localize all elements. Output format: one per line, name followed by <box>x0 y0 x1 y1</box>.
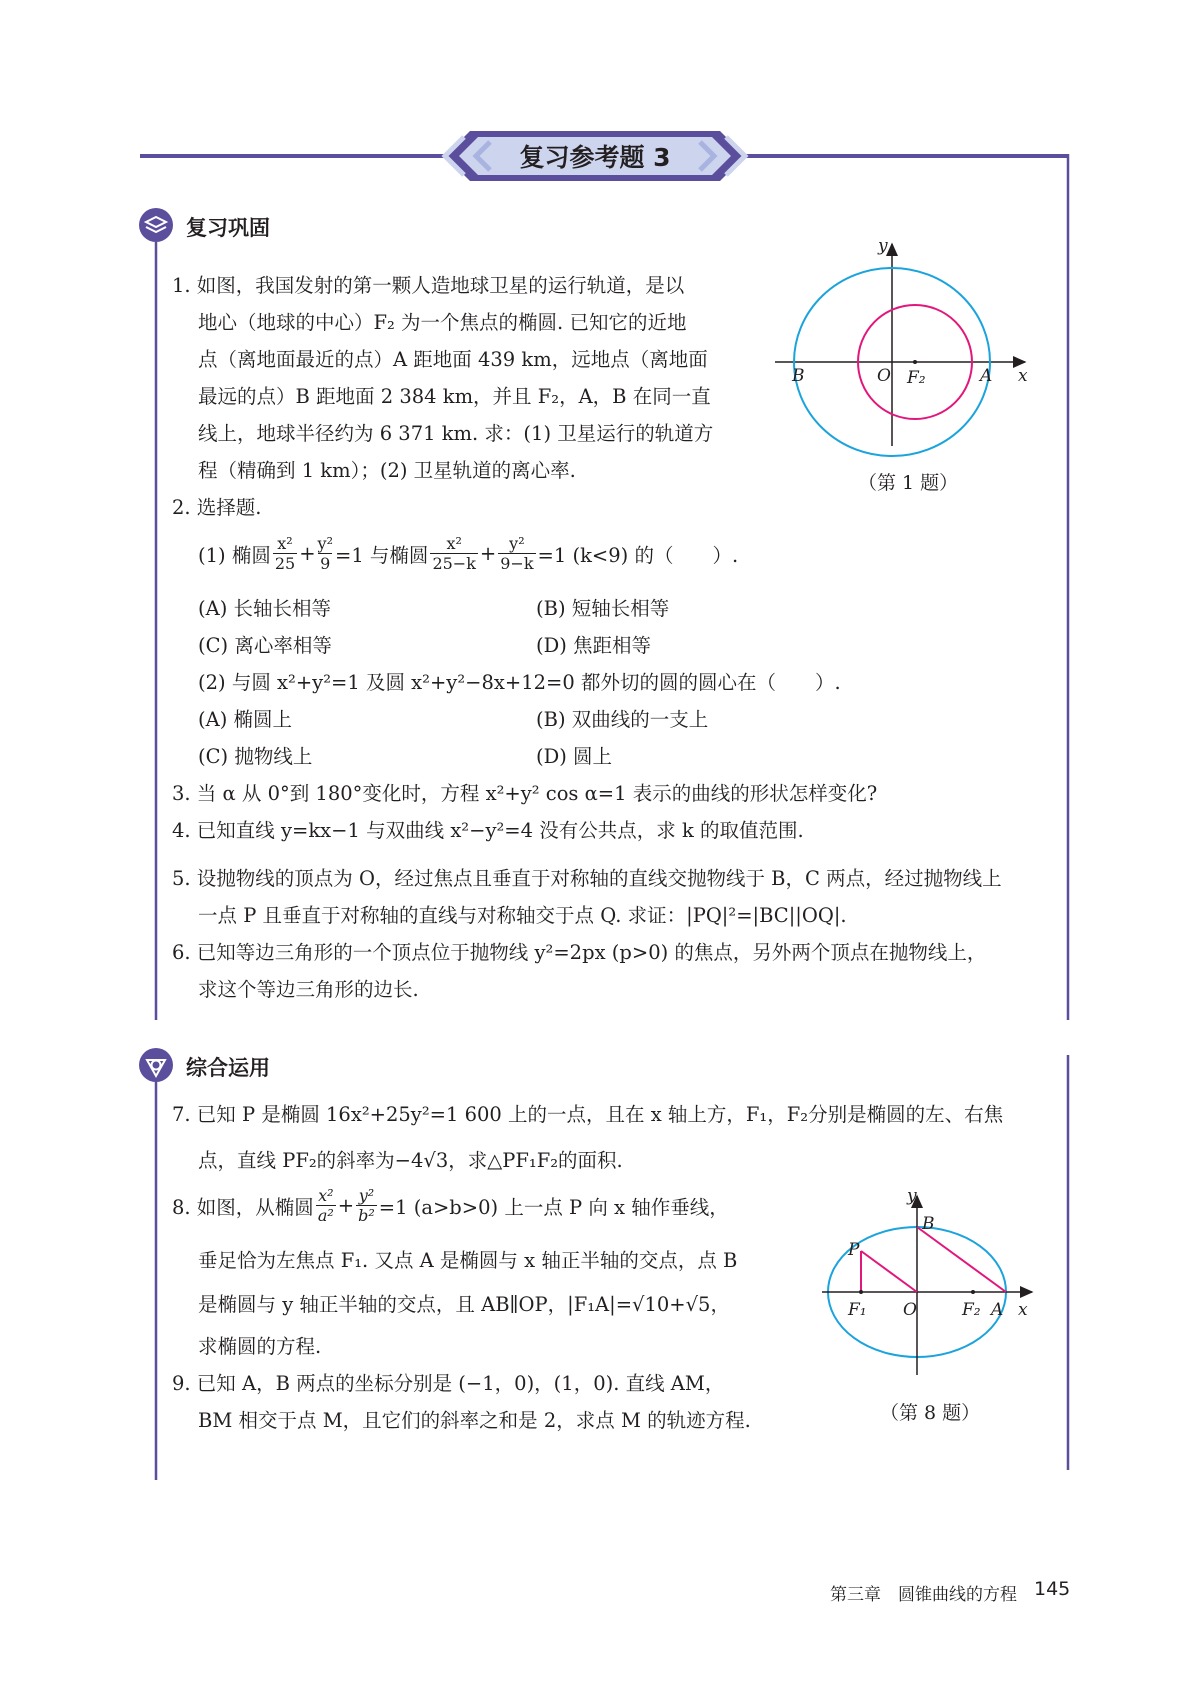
fig8-label-y: y <box>907 1186 917 1206</box>
fig8-label-a: A <box>991 1300 1004 1320</box>
fig1-label-b: B <box>792 366 805 386</box>
q8-first-line: 8. 如图，从椭圆 $\frac{\text{x²}}{\text{a²}}$ + $\frac{\text{y²}}{\text{b²}}$ =1 (a>b>0) 上一点 P 向 x 轴作垂线， <box>172 1186 729 1225</box>
denominator: a² <box>317 1206 334 1225</box>
numerator: y² <box>317 534 333 553</box>
fraction <box>316 1186 336 1225</box>
q2-p1-pre: (1) 椭圆 <box>198 543 271 567</box>
q2-option: (D) 焦距相等 <box>536 634 652 657</box>
fraction <box>356 1186 377 1225</box>
figure-1-orbit <box>770 236 1040 496</box>
numerator: x² <box>277 534 293 553</box>
footer-chapter: 第三章 圆锥曲线的方程 <box>830 1585 1017 1605</box>
numerator: y² <box>358 1186 375 1205</box>
fig1-label-a: A <box>980 366 993 386</box>
fig1-caption: （第 1 题） <box>858 472 959 494</box>
q1-line: 程（精确到 1 km）；(2) 卫星轨道的离心率. <box>198 459 576 482</box>
q7-line: 7. 已知 P 是椭圆 16x²+25y²=1 600 上的一点，且在 x 轴上方，F₁，F₂分别是椭圆的左、右焦 <box>172 1103 1004 1126</box>
denominator: 25 <box>274 554 296 573</box>
q2-p1-post: =1 (k<9) 的（ ）. <box>537 543 739 567</box>
q2-option: (C) 离心率相等 <box>198 634 332 657</box>
section-title-review: 复习巩固 <box>186 216 270 240</box>
fig8-label-x: x <box>1018 1300 1028 1320</box>
fraction <box>318 534 333 573</box>
target-icon <box>138 1047 174 1083</box>
q8-line: 是椭圆与 y 轴正半轴的交点，且 AB∥OP，|F₁A|=√10+√5， <box>198 1293 730 1316</box>
q9-line: 9. 已知 A，B 两点的坐标分别是 (−1，0)，(1，0). 直线 AM， <box>172 1372 725 1395</box>
q1-line: 1. 如图，我国发射的第一颗人造地球卫星的运行轨道，是以 <box>172 274 685 297</box>
q2-option: (C) 抛物线上 <box>198 745 313 768</box>
fraction <box>430 534 477 573</box>
denominator: 25−k <box>432 554 476 573</box>
denominator: 9−k <box>500 554 534 573</box>
denominator: b² <box>358 1206 375 1225</box>
fig8-label-f1: F₁ <box>848 1300 867 1320</box>
q6-line: 求这个等边三角形的边长. <box>198 978 419 1001</box>
fraction <box>273 534 297 573</box>
q1-line: 最远的点）B 距地面 2 384 km，并且 F₂，A，B 在同一直 <box>198 385 711 408</box>
fig1-label-x: x <box>1018 366 1028 386</box>
layers-icon <box>138 207 174 243</box>
q8-line: 求椭圆的方程. <box>198 1335 322 1358</box>
q9-line: BM 相交于点 M，且它们的斜率之和是 2，求点 M 的轨迹方程. <box>198 1409 751 1432</box>
fig8-label-o: O <box>903 1300 917 1320</box>
q8-post: =1 (a>b>0) 上一点 P 向 x 轴作垂线， <box>378 1195 729 1219</box>
q3-text: 3. 当 α 从 0°到 180°变化时，方程 x²+y² cos α=1 表示的曲线的形状怎样变化? <box>172 782 878 805</box>
q6-line: 6. 已知等边三角形的一个顶点位于抛物线 y²=2px (p>0) 的焦点，另外两个顶点在抛物线上， <box>172 941 987 964</box>
q2-part1: (1) 椭圆 $\frac{\text{x²}}{25}$ + $\frac{\text{y²}}{9}$ =1 与椭圆 $\frac{\text{x²}}{25-k}$ + $\frac{\text{y²}}{9-k}$ =1 (k<9) 的（ ）. <box>198 534 739 573</box>
fig8-label-b: B <box>922 1214 935 1234</box>
section-title-application: 综合运用 <box>186 1056 270 1080</box>
q5-line: 5. 设抛物线的顶点为 O，经过焦点且垂直于对称轴的直线交抛物线于 B，C 两点，经过抛物线上 <box>172 867 1002 890</box>
fig8-caption: （第 8 题） <box>880 1402 981 1424</box>
q2-title: 2. 选择题. <box>172 496 262 519</box>
q1-line: 地心（地球的中心）F₂ 为一个焦点的椭圆. 已知它的近地 <box>198 311 687 334</box>
fig1-label-y: y <box>878 236 888 256</box>
fig8-label-f2: F₂ <box>962 1300 981 1320</box>
q2-option: (A) 椭圆上 <box>198 708 292 731</box>
q8-pre: 8. 如图，从椭圆 <box>172 1195 314 1219</box>
q2-option: (D) 圆上 <box>536 745 613 768</box>
q4-text: 4. 已知直线 y=kx−1 与双曲线 x²−y²=4 没有公共点，求 k 的取值范围. <box>172 819 804 842</box>
q8-line: 垂足恰为左焦点 F₁. 又点 A 是椭圆与 x 轴正半轴的交点，点 B <box>198 1249 738 1272</box>
q7-line: 点，直线 PF₂的斜率为−4√3，求△PF₁F₂的面积. <box>198 1149 623 1172</box>
q1-line: 点（离地面最近的点）A 距地面 439 km，远地点（离地面 <box>198 348 708 371</box>
numerator: x² <box>446 534 462 553</box>
fig1-label-f2: F₂ <box>907 368 926 388</box>
q2-option: (A) 长轴长相等 <box>198 597 331 620</box>
q2-option: (B) 双曲线的一支上 <box>536 708 709 731</box>
q1-line: 线上，地球半径约为 6 371 km. 求：(1) 卫星运行的轨道方 <box>198 422 714 445</box>
q5-line: 一点 P 且垂直于对称轴的直线与对称轴交于点 Q. 求证：|PQ|²=|BC||OQ|. <box>198 904 847 927</box>
denominator: 9 <box>320 554 331 573</box>
page-number: 145 <box>1034 1578 1071 1600</box>
q2-p1-mid: =1 与椭圆 <box>334 543 429 567</box>
numerator: y² <box>509 534 525 553</box>
q2-part2: (2) 与圆 x²+y²=1 及圆 x²+y²−8x+12=0 都外切的圆的圆心在（ ）. <box>198 671 841 694</box>
page-title: 复习参考题 3 <box>519 143 671 172</box>
fraction <box>498 534 535 573</box>
numerator: x² <box>318 1186 334 1205</box>
q2-option: (B) 短轴长相等 <box>536 597 670 620</box>
fig1-label-o: O <box>877 366 891 386</box>
fig8-label-p: P <box>848 1240 860 1260</box>
